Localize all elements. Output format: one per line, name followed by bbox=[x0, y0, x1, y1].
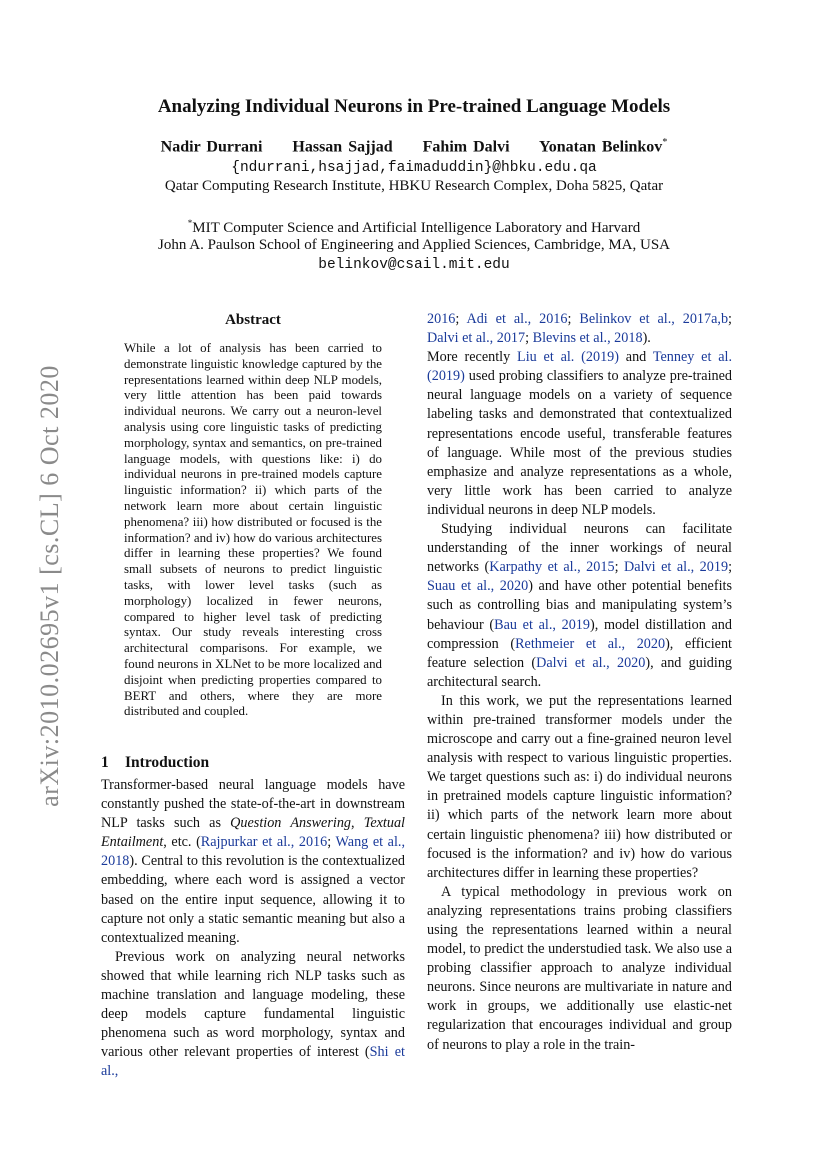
intro-paragraph-continued: 2016; Adi et al., 2016; Belinkov et al., 2017a,b; Dalvi et al., 2017; Blevins et al., 2018). bbox=[427, 311, 732, 347]
section-heading-introduction bbox=[101, 754, 209, 772]
affiliation-text: MIT Computer Science and Artificial Intelligence Laboratory and Harvard bbox=[192, 220, 641, 236]
citation-link[interactable]: Rajpurkar et al., 2016 bbox=[200, 834, 328, 851]
citation-link[interactable]: Dalvi et al., 2017 bbox=[427, 330, 526, 347]
right-column-body bbox=[427, 310, 732, 1055]
citation-link[interactable]: 2016 bbox=[427, 311, 456, 327]
citation-link[interactable]: Liu et al. (2019) bbox=[517, 349, 619, 366]
affiliation-qcri: Qatar Computing Research Institute, HBKU Research Complex, Doha 5825, Qatar bbox=[164, 178, 664, 194]
abstract-body: While a lot of analysis has been carried to demonstrate linguistic knowledge captured by the representations learned within deep NLP models, very little attention has been paid towards individual neurons. We carry out a neuron-level analysis using core linguistic tasks of predicting morphology, syntax and semantics, on pre-trained language models, with questions like: i) do individual neurons in pre-trained models capture linguistic information? ii) which parts of the network learn more about certain linguistic phenomena? iii) how distributed or focused is the information? and iv) how do various architectures differ in learning these properties? We found small subsets of neurons to predict linguistic tasks, with lower level tasks (such as morphology) localized in fewer neurons, compared to higher level task of predicting syntax. Our study reveals interesting cross architectural comparisons. For example, we found neurons in XLNet to be more localized and disjoint when predicting properties compared to BERT and others, where they are more distributed and coupled. bbox=[124, 341, 382, 719]
citation-link[interactable]: Rethmeier et al., 2020 bbox=[515, 635, 666, 652]
affiliation-mit-line2: John A. Paulson School of Engineering and Applied Sciences, Cambridge, MA, USA bbox=[157, 237, 671, 253]
author-name: Nadir Durrani bbox=[160, 138, 263, 156]
author-footnote-mark: * bbox=[662, 137, 668, 148]
intro-paragraph: More recently Liu et al. (2019) and Tenney et al. (2019) used probing classifiers to analyze pre-trained neural language models on a variety of sequence labeling tasks and demonstrated that contextualized representations encode useful, transferable features of language. While most of the previous studies emphasize and analyze representations as a whole, very little work has been carried to analyze individual neurons in deep NLP models. bbox=[427, 349, 733, 518]
intro-paragraph: A typical methodology in previous work on analyzing representations trains probing classifiers using the representations learned within a neural model, to predict the understudied task. We also use a probing classifier approach to analyze individual neurons. Since neurons are multivariate in nature and work in groups, we additionally use elastic-net regularization that encourages individual and group of neurons to play a role in the train- bbox=[427, 883, 732, 1053]
citation-link[interactable]: Dalvi et al., 2020 bbox=[536, 654, 646, 671]
author-name: Yonatan Belinkov bbox=[538, 138, 663, 156]
citation-link[interactable]: Shi et al., bbox=[101, 1044, 405, 1080]
section-number: 1 bbox=[101, 754, 109, 771]
citation-link[interactable]: Tenney et al. (2019) bbox=[427, 349, 733, 385]
abstract-heading: Abstract bbox=[225, 312, 281, 328]
mit-email: belinkov@csail.mit.edu bbox=[318, 257, 510, 273]
citation-link[interactable]: Wang et al., 2018 bbox=[101, 834, 405, 870]
emphasis-text: Textual Entailment bbox=[101, 815, 405, 851]
citation-link[interactable]: Adi et al., 2016 bbox=[466, 311, 568, 327]
intro-paragraph: Previous work on analyzing neural networks showed that while learning rich NLP tasks such as machine translation and language modeling, these deep models capture fundamental linguistic phenomena such as word morphology, syntax and various other relevant properties of interest (Shi et al., bbox=[101, 948, 405, 1080]
citation-link[interactable]: Blevins et al., 2018 bbox=[532, 330, 643, 347]
affiliation-mit-line1 bbox=[0, 218, 828, 237]
author-name: Hassan Sajjad bbox=[292, 138, 393, 156]
citation-link[interactable]: Suau et al., 2020 bbox=[427, 578, 529, 595]
author-name: Fahim Dalvi bbox=[422, 138, 510, 156]
author-emails: {ndurrani,hsajjad,faimaduddin}@hbku.edu.qa bbox=[231, 160, 597, 176]
paper-title: Analyzing Individual Neurons in Pre-trained Language Models bbox=[157, 96, 671, 117]
citation-link[interactable]: Bau et al., 2019 bbox=[494, 616, 590, 633]
intro-paragraph: Transformer-based neural language models have constantly pushed the state-of-the-art in downstream NLP tasks such as Question Answering, Textual Entailment, etc. (Rajpurkar et al., 2016; Wang et al., 2018). Central to this revolution is the contextualized embedding, where each word is assigned a vector based on the entire input sequence, allowing it to capture not only a static semantic meaning but also a contextualized meaning. bbox=[101, 777, 405, 946]
emphasis-text: Question Answering bbox=[230, 815, 352, 832]
citation-link[interactable]: Belinkov et al., 2017a,b bbox=[579, 311, 729, 327]
author-list bbox=[0, 137, 828, 156]
intro-paragraph: Studying individual neurons can facilitate understanding of the inner workings of neural networks (Karpathy et al., 2015; Dalvi et al., 2019; Suau et al., 2020) and have other potential benefits such as controlling bias and manipulating system’s behaviour (Bau et al., 2019), model distillation and compression (Rethmeier et al., 2020), efficient feature selection (Dalvi et al., 2020), and guiding architectural search. bbox=[427, 521, 733, 690]
left-column-body bbox=[101, 776, 405, 1082]
citation-link[interactable]: Karpathy et al., 2015 bbox=[489, 559, 615, 576]
intro-paragraph: In this work, we put the representations learned within pre-trained transformer models under the microscope and carry out a fine-grained neuron level analysis with respect to various linguistic properties. We target questions such as: i) do individual neurons in pretrained models capture linguistic information? ii) which parts of the network learn more about certain linguistic phenomena? iii) how distributed or focused is the information? and iv) how do various architectures differ in learning these properties? bbox=[427, 692, 732, 881]
section-title: Introduction bbox=[125, 754, 210, 771]
arxiv-identifier-stamp: arXiv:2010.02695v1 [cs.CL] 6 Oct 2020 bbox=[35, 365, 64, 807]
citation-link[interactable]: Dalvi et al., 2019 bbox=[624, 559, 729, 576]
affiliation-footnote-mark: * bbox=[187, 218, 193, 228]
